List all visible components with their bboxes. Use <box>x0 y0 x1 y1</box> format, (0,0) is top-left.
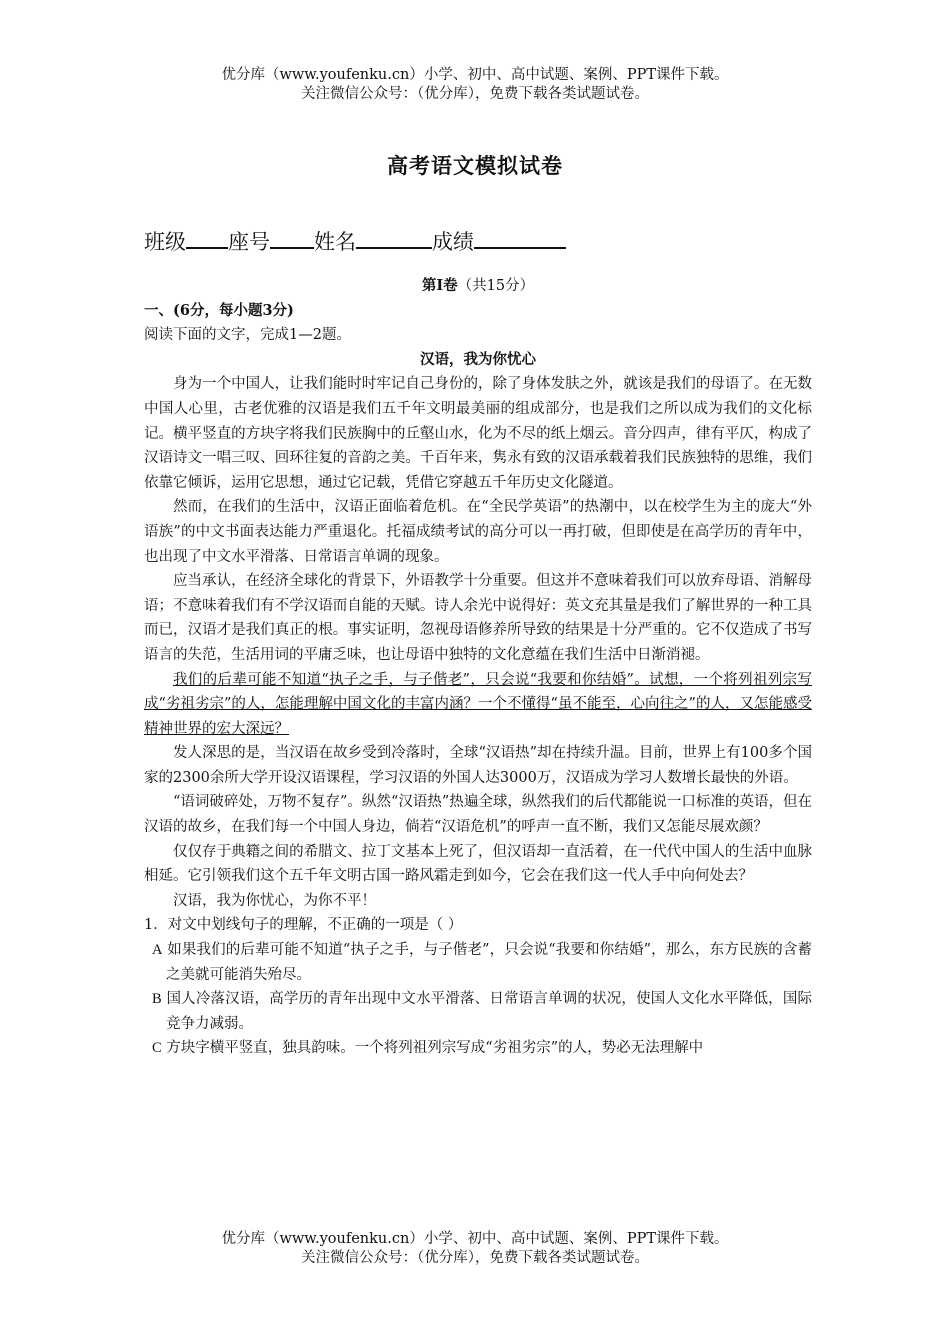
seat-blank[interactable] <box>270 229 314 249</box>
option-label: C <box>152 1040 162 1057</box>
part-heading <box>144 274 812 299</box>
option-text: 如果我们的后辈可能不知道“执子之手，与子偕老”，只会说“我要和你结婚”，那么，东方民族的含蓄之美就可能消失殆尽。 <box>166 942 812 983</box>
header-line-1: 优分库（www.youfenku.cn）小学、初中、高中试题、案例、PPT课件下载。 <box>221 67 729 83</box>
question-1-option-b <box>144 987 812 1036</box>
footer-line-1: 优分库（www.youfenku.cn）小学、初中、高中试题、案例、PPT课件下载。 <box>221 1231 729 1247</box>
article-paragraph: 应当承认，在经济全球化的背景下，外语教学十分重要。但这并不意味着我们可以放弃母语、消解母语；不意味着我们有不学汉语而自能的天赋。诗人余光中说得好：英文充其量是我们了解世界的一种工具而已，汉语才是我们真正的根。事实证明，忽视母语修养所导致的结果是十分严重的。它不仅造成了书写语言的失范，生活用词的平庸乏味，也让母语中独特的文化意蕴在我们生活中日渐消褪。 <box>144 573 812 663</box>
class-blank[interactable] <box>186 229 228 249</box>
exam-title: 高考语文模拟试卷 <box>387 153 563 178</box>
question-1-option-a <box>144 938 812 987</box>
page-footer <box>0 1230 950 1268</box>
article-paragraph: 发人深思的是，当汉语在故乡受到冷落时，全球“汉语热”却在持续升温。目前，世界上有100多个国家的2300余所大学开设汉语课程，学习汉语的外国人达3000万，汉语成为学习人数增长最快的外语。 <box>144 745 812 786</box>
header-line-2: 关注微信公众号：（优分库），免费下载各类试题试卷。 <box>301 86 649 102</box>
score-label: 成绩 <box>432 230 474 254</box>
footer-line-2: 关注微信公众号：（优分库），免费下载各类试题试卷。 <box>301 1250 649 1266</box>
article-title: 汉语，我为你忧心 <box>420 350 536 368</box>
article-paragraph: 身为一个中国人，让我们能时时牢记自己身份的，除了身体发肤之外，就该是我们的母语了。在无数中国人心里，古老优雅的汉语是我们五千年文明最美丽的组成部分，也是我们之所以成为我们的文化标记。横平竖直的方块字将我们民族胸中的丘壑山水，化为不尽的纸上烟云。音分四声，律有平仄，构成了汉语诗文一唱三叹、回环往复的音韵之美。千百年来，隽永有致的汉语承载着我们民族独特的思维，我们依靠它倾诉，运用它思想，通过它记载，凭借它穿越五千年历史文化隧道。 <box>144 376 812 491</box>
option-label: A <box>152 942 163 959</box>
name-label: 姓名 <box>314 230 356 254</box>
question-1-option-c <box>144 1036 812 1061</box>
class-label: 班级 <box>144 230 186 254</box>
article-paragraph: 仅仅存于典籍之间的希腊文、拉丁文基本上死了，但汉语却一直活着，在一代代中国人的生活中血脉相延。它引领我们这个五千年文明古国一路风霜走到如今，它会在我们这一代人手中向何处去？ <box>144 843 812 885</box>
question-1-stem: 1．对文中划线句子的理解，不正确的一项是（ ） <box>144 917 463 934</box>
seat-label: 座号 <box>228 230 270 254</box>
article-paragraph: 然而，在我们的生活中，汉语正面临着危机。在“全民学英语”的热潮中，以在校学生为主的庞大“外语族”的中文书面表达能力严重退化。托福成绩考试的高分可以一再打破，但即使是在高学历的青年中，也出现了中文水平滑落、日常语言单调的现象。 <box>144 499 812 565</box>
option-text: 国人冷落汉语，高学历的青年出现中文水平滑落、日常语言单调的状况，使国人文化水平降低，国际竞争力减弱。 <box>166 991 813 1032</box>
page-header <box>0 66 950 104</box>
option-text: 方块字横平竖直，独具韵味。一个将列祖列宗写成“劣祖劣宗”的人，势必无法理解中 <box>166 1040 704 1057</box>
option-label: B <box>152 991 162 1008</box>
article-paragraph-underlined: 我们的后辈可能不知道“执子之手，与子偕老”，只会说“我要和你结婚”。试想，一个将列祖列宗写成“劣祖劣宗”的人，怎能理解中国文化的丰富内涵？一个不懂得“虽不能至，心向往之”的人，又怎能感受精神世界的宏大深远？ <box>144 671 812 737</box>
name-blank[interactable] <box>356 229 432 249</box>
section-heading: 一、(6分，每小题3分) <box>144 301 294 319</box>
article-paragraph: 汉语，我为你忧心，为你不平！ <box>173 892 376 909</box>
article-paragraph: “语词破碎处，万物不复存”。纵然“汉语热”热遍全球，纵然我们的后代都能说一口标准的英语，但在汉语的故乡，在我们每一个中国人身边，倘若“汉语危机”的呼声一直不断，我们又怎能尽展欢颜？ <box>144 794 812 836</box>
student-info-line <box>144 226 566 256</box>
score-blank[interactable] <box>474 229 566 249</box>
section-instruction: 阅读下面的文字，完成1—2题。 <box>144 327 351 344</box>
part-name: 第Ⅰ卷 <box>421 277 458 294</box>
exam-content <box>144 274 812 1061</box>
part-points: （共15分） <box>457 278 535 294</box>
